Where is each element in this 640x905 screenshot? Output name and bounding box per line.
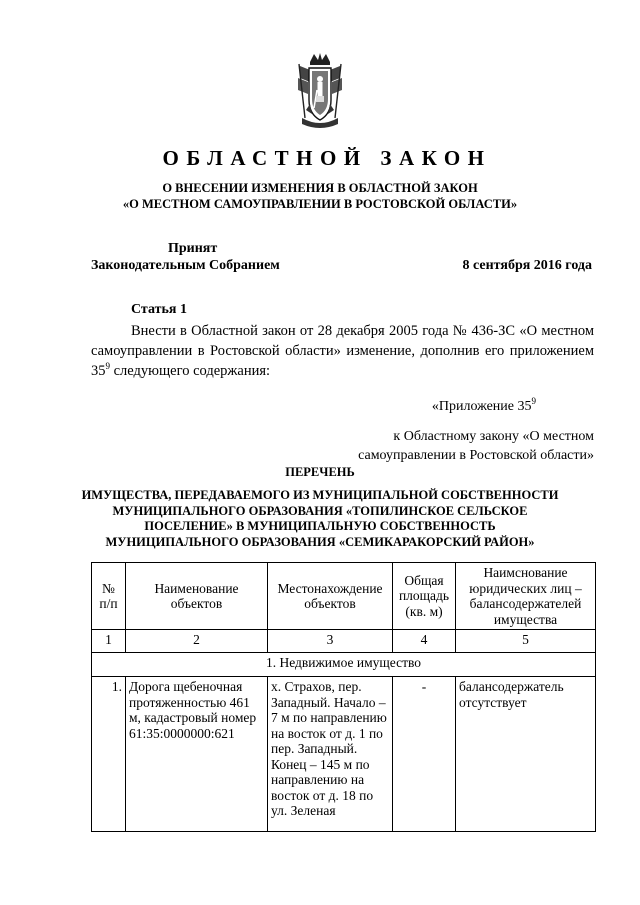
column-number: 3 — [268, 630, 393, 653]
list-subtitle-line: ПОСЕЛЕНИЕ» В МУНИЦИПАЛЬНУЮ СОБСТВЕННОСТЬ — [144, 519, 496, 533]
list-subtitle-line: МУНИЦИПАЛЬНОГО ОБРАЗОВАНИЯ «СЕМИКАРАКОРСКИЙ РАЙОН» — [105, 534, 535, 549]
list-subtitle-line: ИМУЩЕСТВА, ПЕРЕДАВАЕМОГО ИЗ МУНИЦИПАЛЬНОЙ СОБСТВЕННОСТИ — [81, 488, 559, 502]
row-location: х. Страхов, пер. Западный. Начало – 7 м по направлению на восток от д. 1 по пер. Западный. Конец – 145 м по направлению на восток от д. 18 по ул. Зеленая — [268, 677, 393, 832]
appendix-title-text: «Приложение 35 — [431, 399, 532, 414]
header-area: Общая площадь (кв. м) — [393, 563, 456, 630]
list-subtitle — [0, 488, 640, 550]
row-holder: балансодержатель отсутствует — [456, 677, 596, 832]
appendix-line: самоуправлении в Ростовской области» — [358, 448, 594, 463]
row-object-name: Дорога щебеночная протяженностью 461 м, кадастровый номер 61:35:0000000:621 — [126, 677, 268, 832]
law-title: ОБЛАСТНОЙ ЗАКОН — [162, 146, 492, 170]
law-subtitle — [0, 180, 640, 212]
column-number: 2 — [126, 630, 268, 653]
appendix-title — [304, 397, 594, 416]
list-title: ПЕРЕЧЕНЬ — [285, 465, 355, 479]
row-number: 1. — [92, 677, 126, 832]
row-area: - — [393, 677, 456, 832]
section-title: 1. Недвижимое имущество — [92, 653, 596, 677]
property-table — [91, 562, 596, 832]
header-holder: Наимснование юридических лиц – балансодержателей имущества — [456, 563, 596, 630]
header-location: Местонахождение объектов — [268, 563, 393, 630]
article-paragraph — [91, 321, 594, 381]
accepted-label: Принят — [168, 241, 218, 256]
article-superscript: 9 — [105, 361, 110, 371]
article-title: Статья 1 — [131, 302, 187, 317]
law-subtitle-line: О ВНЕСЕНИИ ИЗМЕНЕНИЯ В ОБЛАСТНОЙ ЗАКОН — [162, 181, 478, 195]
accepted-date: 8 сентября 2016 года — [462, 258, 592, 273]
coat-of-arms-icon — [296, 52, 344, 132]
law-subtitle-line: «О МЕСТНОМ САМОУПРАВЛЕНИИ В РОСТОВСКОЙ ОБЛАСТИ» — [122, 197, 518, 211]
table-row — [92, 677, 596, 832]
accepted-by: Законодательным Собранием — [91, 258, 280, 273]
column-number: 1 — [92, 630, 126, 653]
list-subtitle-line: МУНИЦИПАЛЬНОГО ОБРАЗОВАНИЯ «ТОПИЛИНСКОЕ СЕЛЬСКОЕ — [112, 503, 528, 518]
appendix-line: к Областному закону «О местном — [393, 429, 594, 444]
article-text: Внести в Областной закон от 28 декабря 2005 года № 436-ЗС «О местном самоуправлении в Ростовской области» изменение, дополнив его приложением 35 — [91, 323, 594, 379]
appendix-superscript: 9 — [531, 396, 536, 406]
column-number: 5 — [456, 630, 596, 653]
article-body — [91, 321, 594, 381]
table-section-row — [92, 653, 596, 677]
header-number: № п/п — [92, 563, 126, 630]
appendix-reference — [304, 397, 594, 465]
header-name: Наименование объектов — [126, 563, 268, 630]
article-text-end: следующего содержания: — [110, 363, 271, 379]
table-header-row — [92, 563, 596, 630]
column-number: 4 — [393, 630, 456, 653]
table-column-numbers-row — [92, 630, 596, 653]
